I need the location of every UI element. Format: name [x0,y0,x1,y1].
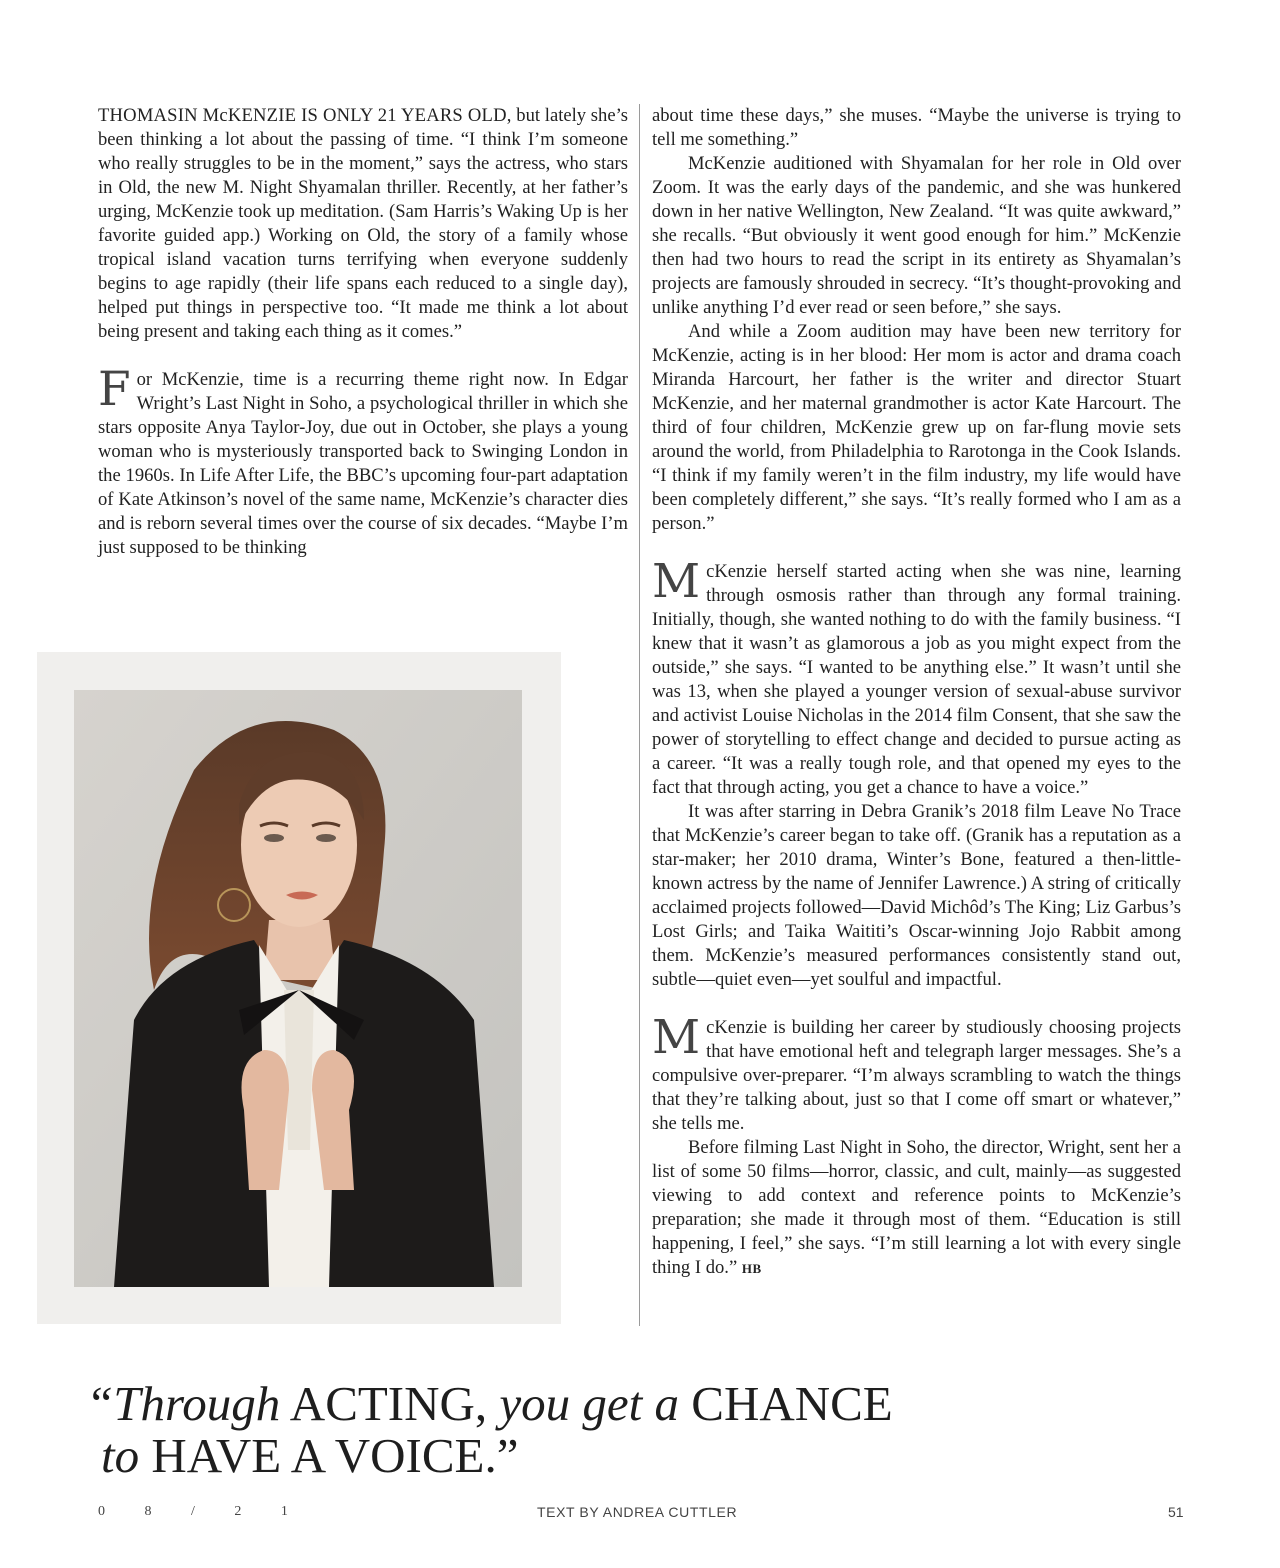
paragraph-career: It was after starring in Debra Granik’s 2018 film Leave No Trace that McKenzie’s career began to take off. (Granik has a reputation as a star-maker; her 2010 drama, Winter’s Bone, featured a then-little-known actress by the name of Jennifer Lawrence.) A string of critically acclaimed projects followed—David Michôd’s The King; Liz Garbus’s Lost Girls; and Taika Waititi’s Oscar-winning Jojo Rabbit among them. McKenzie’s measured performances consistently stand out, subtle—quiet even—yet soulful and impactful. [652,801,1181,990]
pull-quote-line-2 [86,1430,893,1482]
lead-in-caps: THOMASIN McKENZIE IS ONLY 21 YEARS OLD, [98,105,512,126]
signoff: HB [741,1261,762,1276]
issue-date: 0 8 / 2 1 [98,1504,306,1519]
pull-quote-word: ACTING, [280,1376,500,1431]
article-left-column [98,104,628,560]
pull-quote-line-1 [86,1378,893,1430]
paragraph-closing [652,1136,1181,1281]
column-divider [639,104,640,1326]
paragraph-start-acting [652,554,1181,800]
portrait-photo [74,690,522,1287]
dropcap-m: M [652,554,701,609]
text-credit: TEXT BY ANDREA CUTTLER [537,1504,738,1520]
pull-quote-word: “Through [86,1376,281,1431]
portrait-illustration [74,690,522,1287]
paragraph-family: And while a Zoom audition may have been new territory for McKenzie, acting is in her blood: Her mom is actor and drama coach Miranda Harcourt, her father is the writer and director Stuart McKenzie, and her maternal grandmother is actor Kate Harcourt. The third of four children, McKenzie grew up on far-flung movie sets around the world, from Philadelphia to Rarotonga in the Cook Islands. “I think if my family weren’t in the film industry, my life would have been completely different,” she says. “It’s really formed who I am as a person.” [652,321,1181,534]
paragraph-projects [652,1010,1181,1136]
pull-quote-word: you get a [499,1376,680,1431]
paragraph-time-theme [98,362,628,560]
paragraph-audition: McKenzie auditioned with Shyamalan for her role in Old over Zoom. It was the early days of the pandemic, and she was hunkered down in her native Wellington, New Zealand. “It was quite awkward,” she recalls. “But obviously it went good enough for him.” McKenzie then had two hours to read the script in its entirety as Shyamalan’s projects are famously shrouded in secrecy. “It’s thought-provoking and unlike anything I’d ever read or seen before,” she says. [652,153,1181,318]
paragraph-text: Before filming Last Night in Soho, the director, Wright, sent her a list of some 50 films—horror, classic, and cult, mainly—as suggested viewing to add context and reference points to McKenzie’s preparation; she made it through most of them. “Education is still happening, I feel,” she says. “I’m still learning a lot with every single thing I do.” [652,1137,1181,1278]
page-number: 51 [1168,1504,1184,1520]
pull-quote-word: HAVE A VOICE.” [139,1428,519,1483]
paragraph-continued: about time these days,” she muses. “Maybe the universe is trying to tell me something.” [652,105,1181,150]
paragraph-text: cKenzie herself started acting when she was nine, learning through osmosis rather than through any formal training. Initially, though, she wanted nothing to do with the family business. “I knew that it wasn’t as glamorous a job as you might expect from the outside,” she says. “I wanted to be anything else.” It wasn’t until she was 13, when she played a younger version of sexual-abuse survivor and activist Louise Nicholas in the 2014 film Consent, that she saw the power of storytelling to effect change and decided to pursue acting as a career. “It was a really tough role, and that opened my eyes to the fact that through acting, you get a chance to have a voice.” [652,561,1181,798]
article-right-column [652,104,1181,1281]
paragraph-text: cKenzie is building her career by studiously choosing projects that have emotional heft and telegraph larger messages. She’s a compulsive over-preparer. “I’m always scrambling to watch the things that they’re talking about, just so that I come off smart or whatever,” she tells me. [652,1017,1181,1134]
pull-quote-word: to [101,1428,140,1483]
intro-text: but lately she’s been thinking a lot about the passing of time. “I think I’m someone who really struggles to be in the moment,” says the actress, who stars in Old, the new M. Night Shyamalan thriller. Recently, at her father’s urging, McKenzie took up meditation. (Sam Harris’s Waking Up is her favorite guided app.) Working on Old, the story of a family whose tropical island vacation turns terrifying when everyone suddenly begins to age rapidly (their life spans each reduced to a single day), helped put things in perspective too. “It made me think a lot about being present and taking each thing as it comes.” [98,105,628,342]
paragraph-text: or McKenzie, time is a recurring theme right now. In Edgar Wright’s Last Night in Soho, a psychological thriller in which she stars opposite Anya Taylor-Joy, due out in October, she plays a young woman who is mysteriously transported back to Swinging London in the 1960s. In Life After Life, the BBC’s upcoming four-part adaptation of Kate Atkinson’s novel of the same name, McKenzie’s character dies and is reborn several times over the course of six decades. “Maybe I’m just supposed to be thinking [98,369,628,558]
photo-frame [37,652,561,1324]
dropcap-f: F [98,362,131,417]
pull-quote-word: CHANCE [679,1376,893,1431]
intro-paragraph [98,104,628,344]
pull-quote [86,1378,893,1482]
dropcap-m: M [652,1010,701,1065]
